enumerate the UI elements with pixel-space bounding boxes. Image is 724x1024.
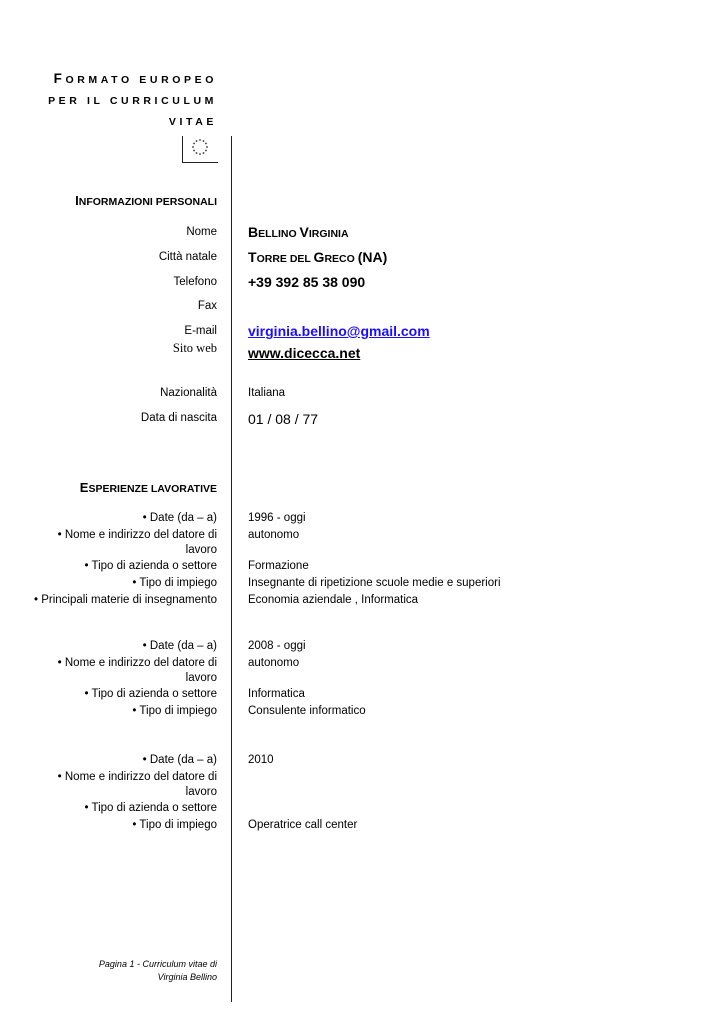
entry1-job-label: • Tipo di impiego — [132, 577, 217, 589]
entry3-dates-value: 2010 — [248, 754, 274, 766]
section-personal-info: INFORMAZIONI PERSONALI — [75, 193, 217, 208]
entry1-sector-value: Formazione — [248, 560, 309, 572]
birth-date-label: Data di nascita — [140, 412, 217, 424]
entry2-dates-value: 2008 - oggi — [248, 640, 306, 652]
entry2-sector-label: • Tipo di azienda o settore — [84, 688, 217, 700]
cv-title — [48, 68, 217, 133]
entry3-sector-label: • Tipo di azienda o settore — [84, 802, 217, 814]
entry2-employer-label: • Nome e indirizzo del datore di lavoro — [57, 657, 217, 684]
entry1-subjects-value: Economia aziendale , Informatica — [248, 594, 419, 606]
nationality-value: Italiana — [248, 387, 286, 399]
entry1-employer-label: • Nome e indirizzo del datore di lavoro — [57, 529, 217, 556]
entry3-dates-label: • Date (da – a) — [142, 754, 217, 766]
page-footer — [67, 958, 217, 984]
entry2-dates-label: • Date (da – a) — [142, 640, 217, 652]
city-label: Città natale — [158, 251, 217, 263]
name-label: Nome — [186, 226, 217, 238]
entry3-employer-label: • Nome e indirizzo del datore di lavoro — [57, 771, 217, 798]
entry3-job-label: • Tipo di impiego — [132, 819, 217, 831]
title-line-3: VITAE — [168, 116, 217, 128]
website-link[interactable]: www.dicecca.net — [248, 345, 361, 361]
entry1-subjects-label: • Principali materie di insegnamento — [33, 594, 217, 606]
email-link[interactable]: virginia.bellino@gmail.com — [248, 323, 430, 339]
entry1-job-value: Insegnante di ripetizione scuole medie e superiori — [248, 577, 501, 589]
title-line-1: FORMATO EUROPEO — [53, 71, 217, 86]
nationality-label: Nazionalità — [160, 387, 217, 399]
fax-label: Fax — [197, 300, 217, 312]
entry1-dates-value: 1996 - oggi — [248, 512, 306, 524]
entry2-job-label: • Tipo di impiego — [132, 705, 217, 717]
entry2-sector-value: Informatica — [248, 688, 305, 700]
section-work-experience: ESPERIENZE LAVORATIVE — [79, 480, 217, 495]
birth-date-value: 01 / 08 / 77 — [248, 411, 319, 427]
eu-stars-icon — [182, 136, 218, 162]
entry1-sector-label: • Tipo di azienda o settore — [84, 560, 217, 572]
title-line-2: PER IL CURRICULUM — [48, 95, 217, 107]
page-number: 1 — [129, 959, 135, 969]
phone-label: Telefono — [173, 276, 217, 288]
email-label: E-mail — [184, 325, 217, 337]
city-value: TORRE DEL GRECO (NA) — [248, 249, 388, 265]
column-divider — [231, 136, 232, 1002]
footer-line-2: Virginia Bellino — [157, 972, 217, 982]
entry1-employer-value: autonomo — [248, 529, 300, 541]
entry2-employer-value: autonomo — [248, 657, 300, 669]
eu-flag-logo — [182, 136, 218, 163]
phone-value: +39 392 85 38 090 — [248, 274, 366, 290]
website-label: Sito web — [172, 341, 217, 355]
footer-line-1: Pagina 1 - Curriculum vitae di — [98, 959, 217, 969]
name-value: BELLINO VIRGINIA — [248, 224, 349, 240]
entry1-dates-label: • Date (da – a) — [142, 512, 217, 524]
entry3-job-value: Operatrice call center — [248, 819, 358, 831]
entry2-job-value: Consulente informatico — [248, 705, 366, 717]
